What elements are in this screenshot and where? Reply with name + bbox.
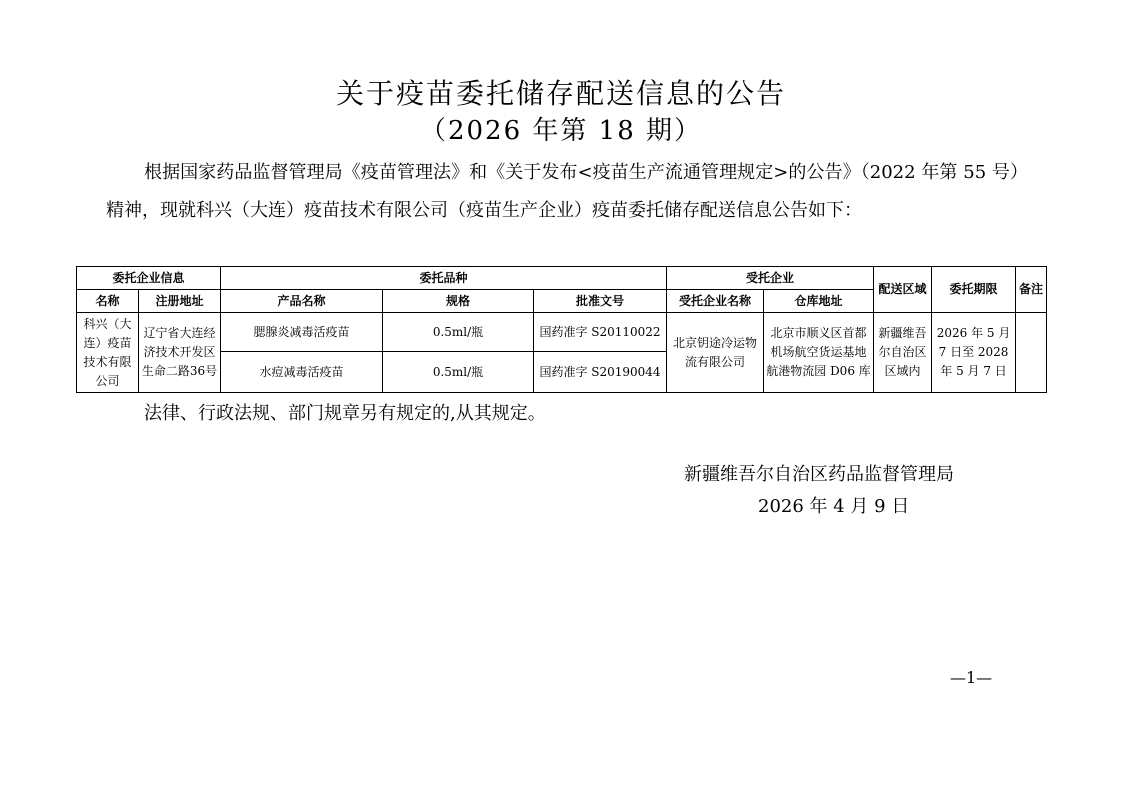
intro-paragraph: 根据国家药品监督管理局《疫苗管理法》和《关于发布<疫苗生产流通管理规定>的公告》（2022 年第 55 号）精神，现就科兴（大连）疫苗技术有限公司（疫苗生产企业）疫苗委托储存配送信息公告如下： bbox=[106, 162, 1028, 221]
document-title: 关于疫苗委托储存配送信息的公告 bbox=[335, 77, 786, 110]
product-name-cell: 水痘减毒活疫苗 bbox=[221, 352, 383, 393]
approval-cell: 国药准字 S20110022 bbox=[534, 313, 667, 352]
header-trustee: 受托企业 bbox=[667, 267, 874, 290]
subheader-trustee-name: 受托企业名称 bbox=[667, 290, 764, 313]
client-address-cell: 辽宁省大连经济技术开发区生命二路36号 bbox=[139, 313, 221, 393]
document-subtitle: （2026 年第 18 期） bbox=[419, 116, 703, 146]
remarks-cell bbox=[1016, 313, 1047, 393]
header-product: 委托品种 bbox=[221, 267, 667, 290]
closing-statement: 法律、行政法规、部门规章另有规定的,从其规定。 bbox=[144, 403, 546, 424]
period-cell: 2026 年 5 月 7 日至 2028 年 5 月 7 日 bbox=[932, 313, 1016, 393]
subheader-name: 名称 bbox=[77, 290, 139, 313]
client-name-cell: 科兴（大连）疫苗技术有限公司 bbox=[77, 313, 139, 393]
header-period: 委托期限 bbox=[932, 267, 1016, 313]
signer: 新疆维吾尔自治区药品监督管理局 bbox=[684, 464, 954, 485]
region-cell: 新疆维吾尔自治区区域内 bbox=[874, 313, 932, 393]
table-row bbox=[77, 313, 1047, 352]
spec-cell: 0.5ml/瓶 bbox=[383, 352, 534, 393]
subheader-spec: 规格 bbox=[383, 290, 534, 313]
header-region: 配送区域 bbox=[874, 267, 932, 313]
signature-date: 2026 年 4 月 9 日 bbox=[758, 496, 910, 517]
header-remarks: 备注 bbox=[1016, 267, 1047, 313]
subheader-warehouse: 仓库地址 bbox=[764, 290, 874, 313]
subheader-product-name: 产品名称 bbox=[221, 290, 383, 313]
subheader-approval: 批准文号 bbox=[534, 290, 667, 313]
trustee-name-cell: 北京钥途冷运物流有限公司 bbox=[667, 313, 764, 393]
approval-cell: 国药准字 S20190044 bbox=[534, 352, 667, 393]
product-name-cell: 腮腺炎减毒活疫苗 bbox=[221, 313, 383, 352]
header-client: 委托企业信息 bbox=[77, 267, 221, 290]
page-number: —1— bbox=[950, 668, 993, 687]
subheader-address: 注册地址 bbox=[139, 290, 221, 313]
warehouse-cell: 北京市顺义区首都机场航空货运基地航港物流园 D06 库 bbox=[764, 313, 874, 393]
vaccine-info-table bbox=[76, 266, 1047, 393]
spec-cell: 0.5ml/瓶 bbox=[383, 313, 534, 352]
